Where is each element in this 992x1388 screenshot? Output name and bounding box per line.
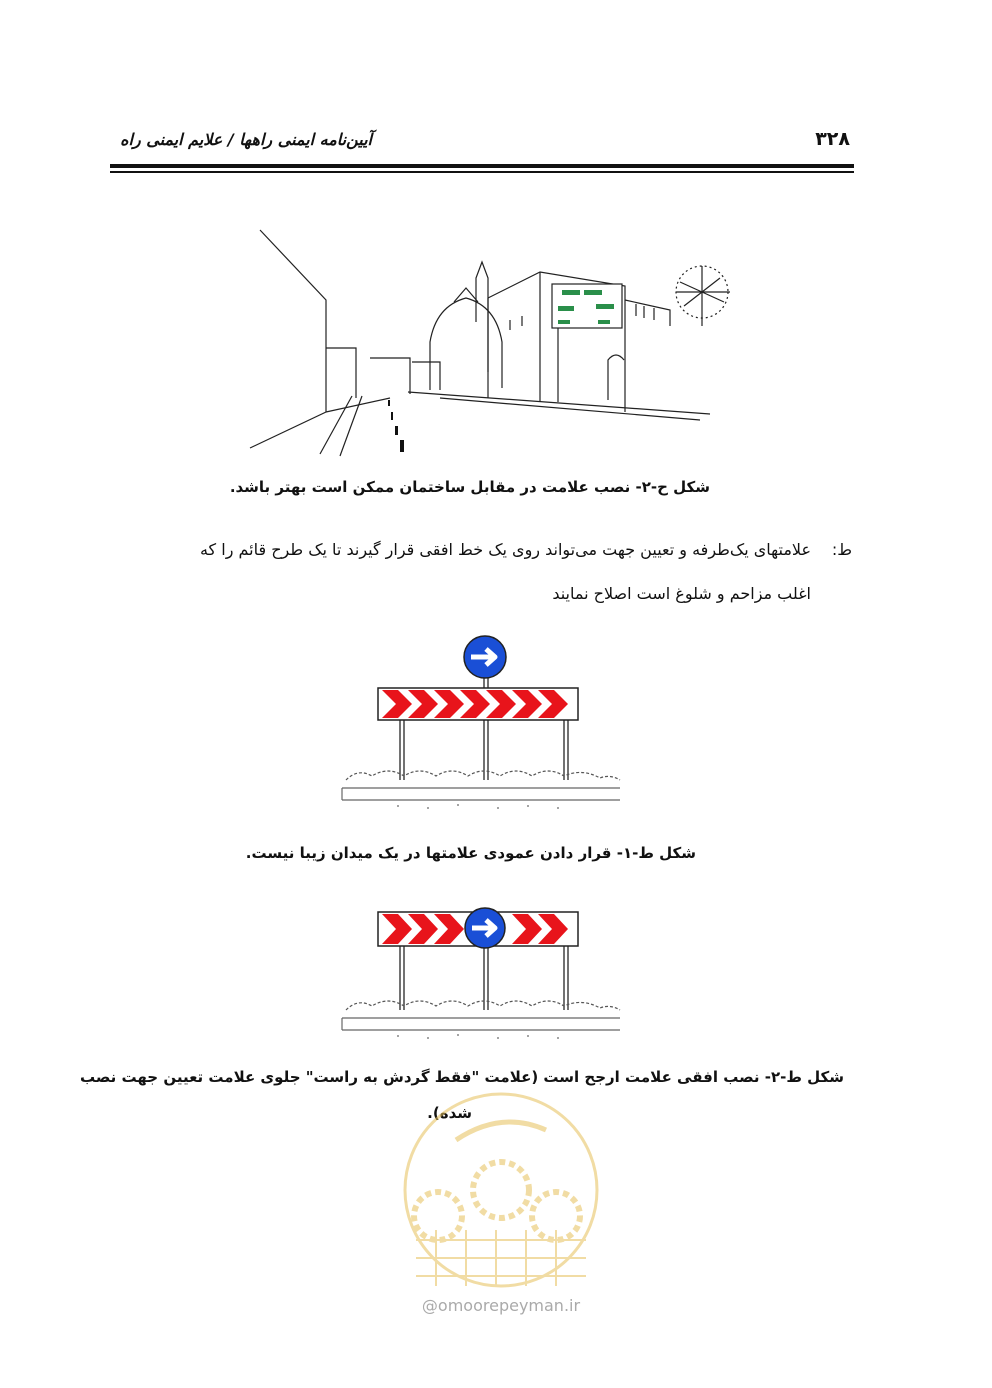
- street-sketch-figure: [240, 222, 750, 462]
- header-rule-thin: [110, 171, 854, 173]
- figure-caption-h2: شکل ح-۲- نصب علامت در مقابل ساختمان ممکن است بهتر باشد.: [229, 478, 710, 496]
- header-rule-thick: [110, 164, 854, 168]
- figure-caption-t2-line1: شکل ط-۲- نصب افقی علامت ارجح است (علامت "فقط گردش به راست" جلوی علامت تعیین جهت نصب: [80, 1068, 844, 1086]
- page-number: ۳۲۸: [815, 128, 850, 150]
- figure-caption-t2-line2: شده).: [427, 1104, 472, 1122]
- paragraph-line-1: علامتهای یک‌طرفه و تعیین جهت می‌تواند روی یک خط افقی قرار گیرند تا یک طرح قائم را که: [199, 540, 811, 559]
- running-header-title: آیین‌نامه ایمنی راهها / علایم ایمنی راه: [120, 130, 372, 149]
- watermark-text: @omoorepeyman.ir: [421, 1296, 581, 1315]
- paragraph-marker: ط:: [831, 540, 852, 559]
- horizontal-sign-arrangement-figure: [338, 902, 628, 1052]
- paragraph-line-2: اغلب مزاحم و شلوغ است اصلاح نمایند: [552, 584, 811, 603]
- watermark-logo-icon: [396, 1090, 606, 1300]
- vertical-sign-arrangement-figure: [338, 630, 628, 820]
- figure-caption-t1: شکل ط-۱- قرار دادن عمودی علامتها در یک میدان زیبا نیست.: [245, 844, 696, 862]
